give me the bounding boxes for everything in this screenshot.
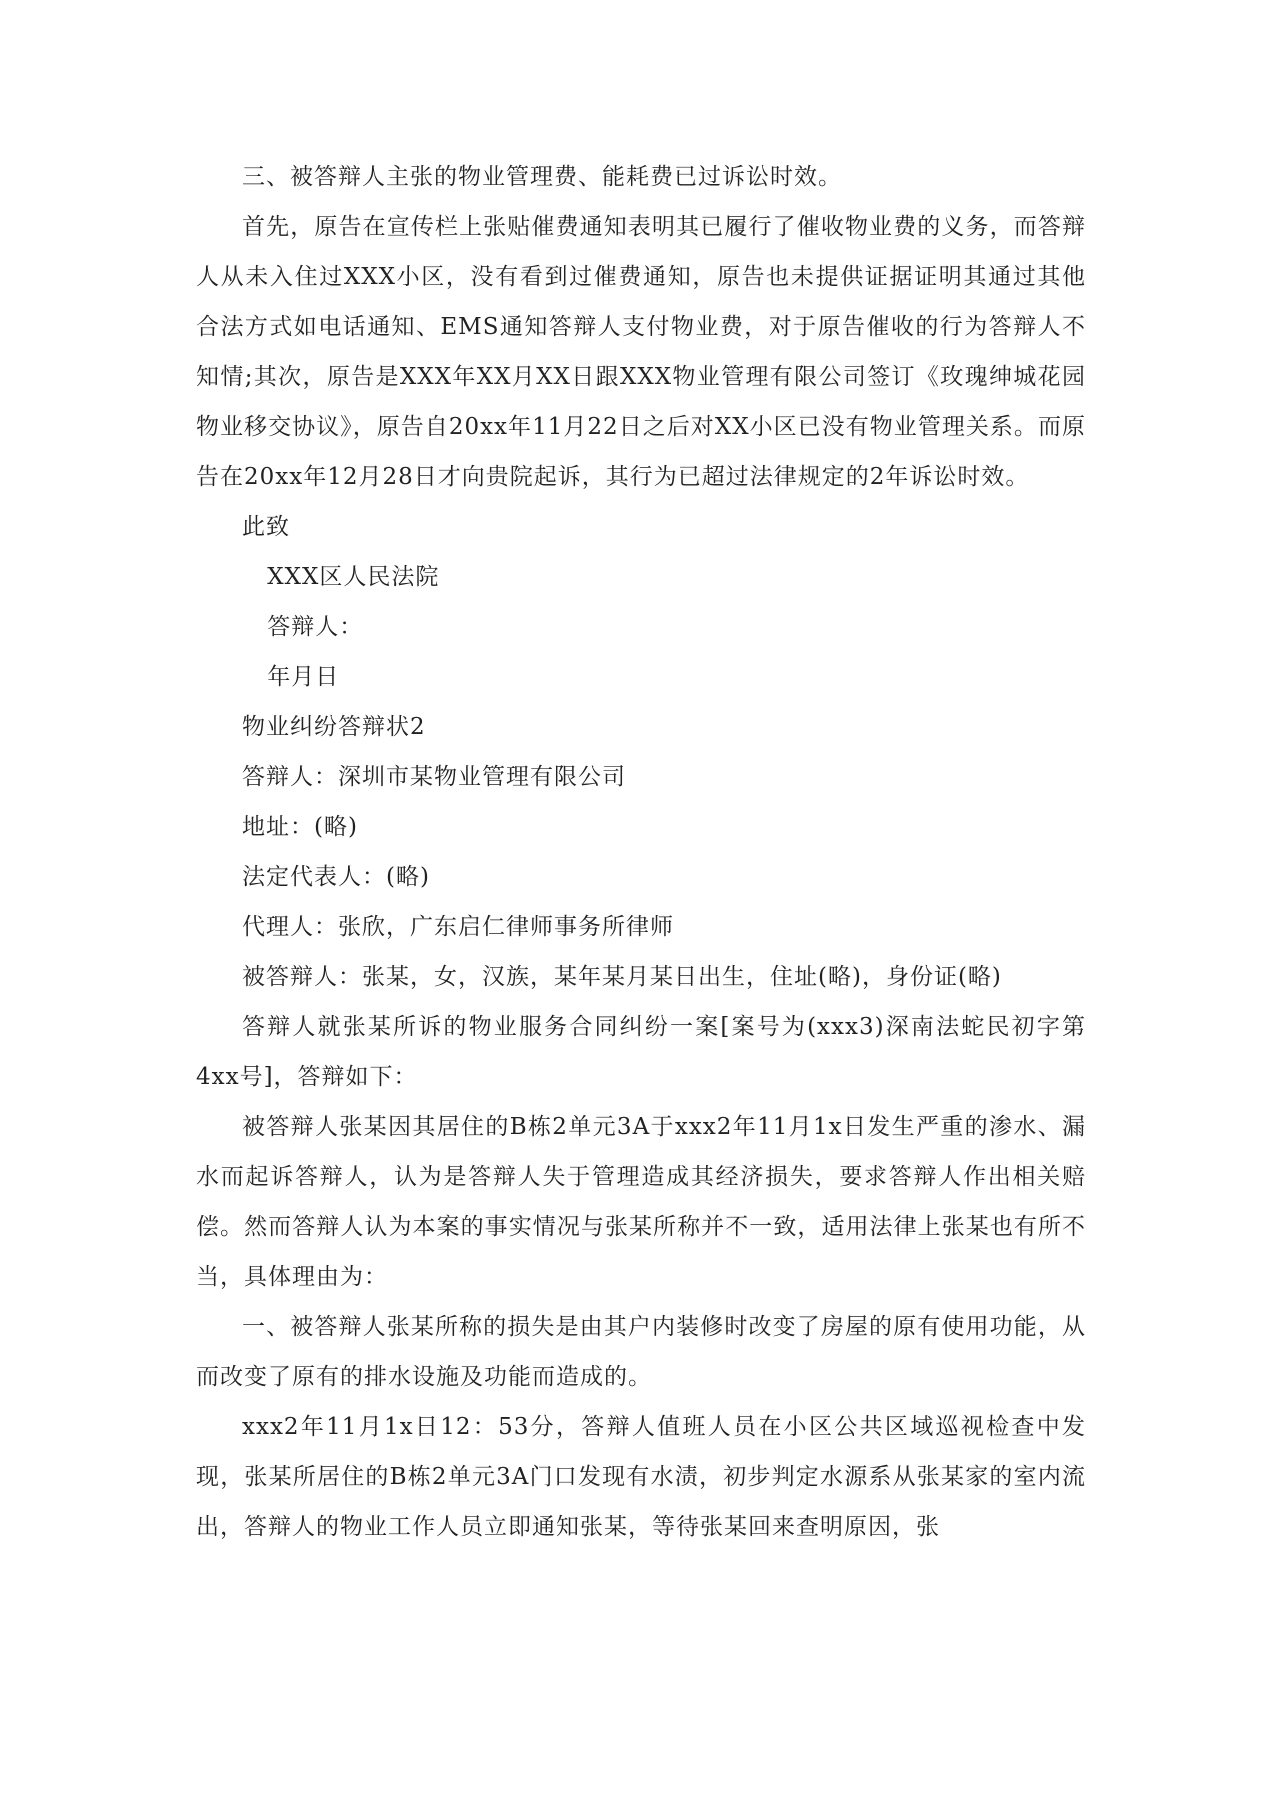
paragraph-incident: xxx2年11月1x日12：53分，答辩人值班人员在小区公共区域巡视检查中发现，张某所居住的B栋2单元3A门口发现有水渍，初步判定水源系从张某家的室内流出，答辩人的物业工作人员立即通知张某，等待张某回来查明原因，张 bbox=[196, 1414, 1086, 1540]
paragraph-court-name: XXX区人民法院 bbox=[267, 564, 440, 590]
paragraph-legal-rep: 法定代表人：(略) bbox=[242, 864, 430, 890]
paragraph-address: 地址：(略) bbox=[242, 814, 358, 840]
paragraph-reason-1: 一、被答辩人张某所称的损失是由其户内装修时改变了房屋的原有使用功能，从而改变了原有的排水设施及功能而造成的。 bbox=[196, 1314, 1086, 1390]
paragraph-plaintiff: 被答辩人：张某，女，汉族，某年某月某日出生，住址(略)，身份证(略) bbox=[242, 964, 1002, 990]
paragraph-facts: 被答辩人张某因其居住的B栋2单元3A于xxx2年11月1x日发生严重的渗水、漏水而起诉答辩人，认为是答辩人失于管理造成其经济损失，要求答辩人作出相关赔偿。然而答辩人认为本案的事实情况与张某所称并不一致，适用法律上张某也有所不当，具体理由为： bbox=[196, 1114, 1086, 1290]
paragraph-closing: 此致 bbox=[242, 514, 290, 540]
paragraph-statute-limitations: 首先，原告在宣传栏上张贴催费通知表明其已履行了催收物业费的义务，而答辩人从未入住过XXX小区，没有看到过催费通知，原告也未提供证据证明其通过其他合法方式如电话通知、EMS通知答辩人支付物业费，对于原告催收的行为答辩人不知情;其次，原告是XXX年XX月XX日跟XXX物业管理有限公司签订《玫瑰绅城花园物业移交协议》，原告自20xx年11月22日之后对XX小区已没有物业管理关系。而原告在20xx年12月28日才向贵院起诉，其行为已超过法律规定的2年诉讼时效。 bbox=[196, 214, 1086, 490]
paragraph-respondent: 答辩人：深圳市某物业管理有限公司 bbox=[242, 764, 626, 790]
paragraph-agent: 代理人：张欣，广东启仁律师事务所律师 bbox=[242, 914, 674, 940]
document-body bbox=[196, 152, 1086, 1552]
paragraph-intro: 答辩人就张某所诉的物业服务合同纠纷一案[案号为(xxx3)深南法蛇民初字第4xx号]，答辩如下： bbox=[196, 1014, 1086, 1090]
paragraph-heading-3: 三、被答辩人主张的物业管理费、能耗费已过诉讼时效。 bbox=[242, 164, 842, 190]
paragraph-doc-title-2: 物业纠纷答辩状2 bbox=[242, 714, 426, 740]
paragraph-date: 年月日 bbox=[267, 664, 340, 690]
paragraph-respondent-sign: 答辩人： bbox=[267, 614, 364, 640]
